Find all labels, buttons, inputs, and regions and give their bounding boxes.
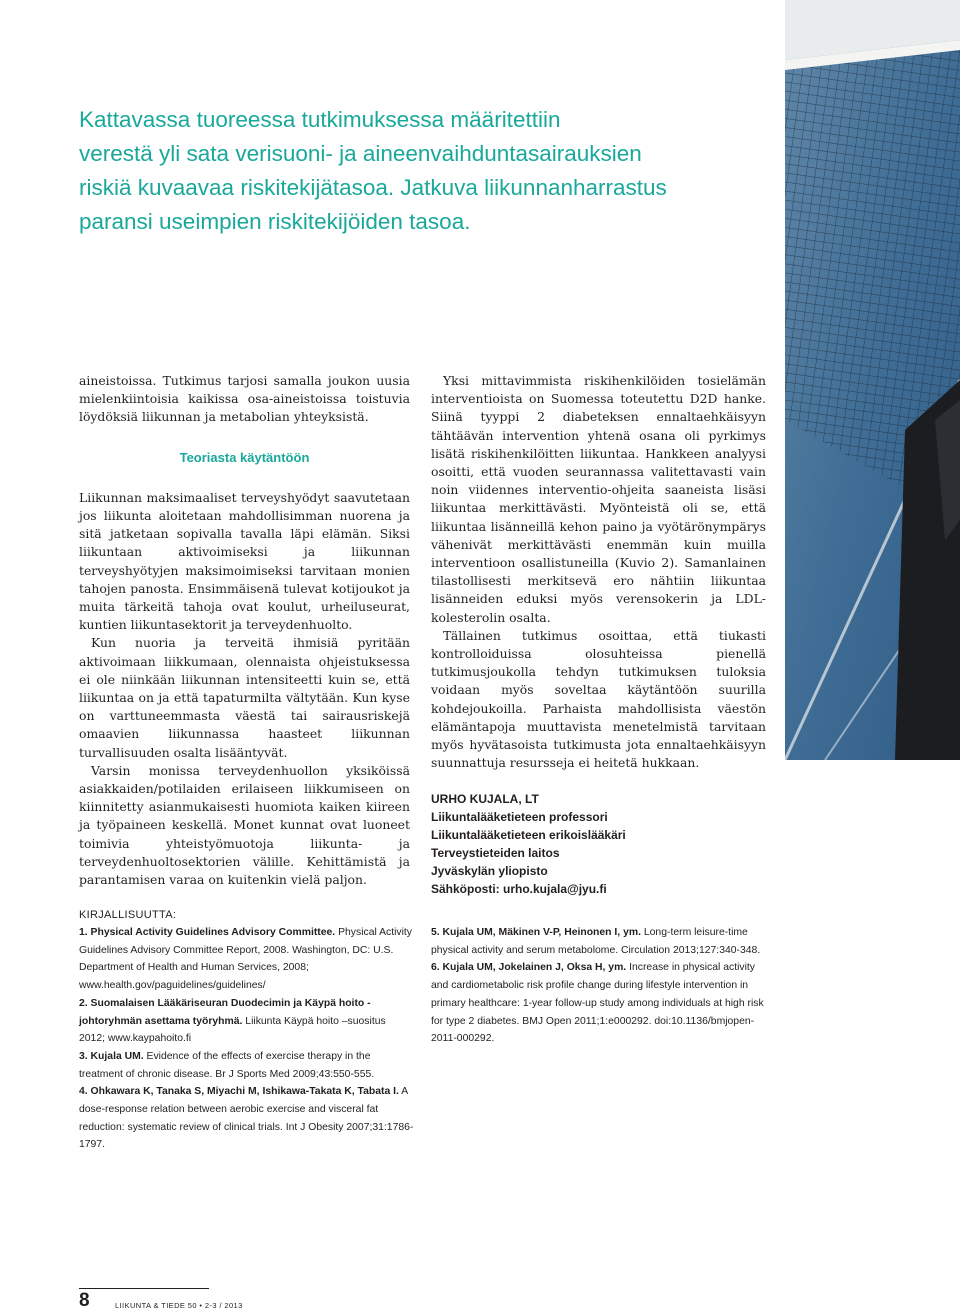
- reference-text: Liikunta Käypä hoito –suositus 2012; www.kaypahoito.fi: [79, 1015, 386, 1045]
- author-university: Jyväskylän yliopisto: [431, 864, 548, 879]
- lead-line: paransi useimpien riskitekijöiden tasoa.: [79, 209, 471, 234]
- body-paragraph: Liikunnan maksimaaliset terveyshyödyt saavutetaan jos liikunta aloitetaan mahdollisimman nuorena ja sitä jatketaan sopivalla tavalla läpi elämän. Siksi liikuntaan aktivoimiseksi ja liikunnan terveyshyötyjen maksimoimiseksi tarvitaan monien tahojen panosta. Ensimmäisenä tulevat kotijoukot ja muita tärkeitä tahoja ovat koulut, urheiluseurat, kuntien liikuntasektorit ja terveydenhuolto.: [79, 489, 410, 633]
- lead-line: Kattavassa tuoreessa tutkimuksessa määritettiin: [79, 107, 561, 132]
- reference-authors: 2. Suomalaisen Lääkäriseuran Duodecimin ja Käypä hoito -johtoryhmän asettama työryhmä.: [79, 997, 371, 1027]
- reference-item: [79, 995, 414, 1048]
- reference-authors: 3. Kujala UM.: [79, 1050, 144, 1062]
- body-paragraph: aineistoissa. Tutkimus tarjosi samalla joukon uusia mielenkiintoisia kaikissa osa-aineistoissa toistuvia löydöksiä liikunnan ja metabolian yhteyksistä.: [79, 373, 410, 425]
- lead-paragraph: [79, 103, 679, 239]
- author-info: [431, 790, 766, 898]
- lead-line: riskiä kuvaavaa riskitekijätasoa. Jatkuva liikunnanharrastus: [79, 175, 667, 200]
- right-column: [431, 372, 766, 898]
- author-title: Liikuntalääketieteen erikoislääkäri: [431, 828, 626, 843]
- reference-item: [431, 959, 771, 1048]
- reference-item: [79, 1083, 414, 1154]
- reference-item: [431, 924, 771, 959]
- left-column: [79, 372, 410, 889]
- reference-text: Increase in physical activity and cardiometabolic risk profile change during lifestyle intervention in primary healthcare: 1-year follow-up study among individuals at high risk for type 2 diabetes. BMJ Open 2011;1:e000292. doi:10.1136/bmjopen-2011-000292.: [431, 962, 764, 1045]
- body-paragraph: Yksi mittavimmista riskihenkilöiden tosielämän interventioista on Suomessa toteutettu D2D hanke. Siinä tyyppi 2 diabeteksen ennaltaehkäisyyn tähtäävän intervention yhtenä osana oli pyrkimys lisätä riskihenkilöitten liikuntaa. Hankkeen analyysi osoitti, että vuoden seurannassa valitettavasti vain noin viidennes interventio-ohjeita saaneista lisäsi liikuntaa merkittävästi. Myönteistä oli se, että liikuntaa lisänneillä kehon paino ja vyötärönympärys vähenivät merkittävästi enemmän kuin muilla interventioon osallistuneilla (Kuvio 2). Samanlainen tilastollisesti merkitsevä ero nähtiin liikuntaa lisänneiden eduksi myös verensokerin ja LDL-kolesterolin osalta.: [431, 373, 766, 625]
- reference-item: [79, 924, 414, 995]
- reference-authors: 5. Kujala UM, Mäkinen V-P, Heinonen I, ym.: [431, 927, 641, 938]
- references-right: [431, 924, 771, 1048]
- reference-item: [79, 1048, 414, 1083]
- body-paragraph: Kun nuoria ja terveitä ihmisiä pyritään aktivoimaan liikkumaan, olennaista ohjeistuksessa ei ole niinkään liikunnan intensiteetti kuin se, että liikuntaa on ja että tapaturmilta vältytään. Kun kyse on varttuneemmasta väestä tai sairausriskejä omaavien liikunnassa haasteet liikunnan turvallisuuden osalta lisääntyvät.: [79, 635, 410, 760]
- reference-text: Long-term leisure-time physical activity and serum metabolome. Circulation 2013;127:340-348.: [431, 927, 761, 956]
- reference-text: Physical Activity Guidelines Advisory Committee Report, 2008. Washington, DC: U.S. Department of Health and Human Services, 2008; www.health.gov/paguidelines/guidelines/: [79, 927, 413, 992]
- author-department: Terveystieteiden laitos: [431, 846, 560, 861]
- page-number: 8: [79, 1290, 90, 1311]
- publication-info: LIIKUNTA & TIEDE 50 • 2-3 / 2013: [115, 1301, 243, 1310]
- author-title: Liikuntalääketieteen professori: [431, 810, 608, 825]
- section-subheading: Teoriasta käytäntöön: [179, 449, 310, 465]
- body-paragraph: Tällainen tutkimus osoittaa, että tiukasti kontrolloiduissa olosuhteissa pienellä tutkimusjoukolla tehdyn tutkimuksen tuloksia voidaan myös soveltaa käytäntöön suurilla kohdejoukoilla. Parhaista mahdollisista väestön elämäntapoja muuttavista menetelmistä tarvitaan myös hyvätasoista tutkimusta jota ennaltaehkäisyyn suunnattuja resursseja ei heitetä hukkaan.: [431, 627, 766, 771]
- author-email: Sähköposti: urho.kujala@jyu.fi: [431, 882, 607, 897]
- badminton-net-photo: [785, 0, 960, 760]
- references-heading: KIRJALLISUUTTA:: [79, 909, 177, 921]
- reference-authors: 4. Ohkawara K, Tanaka S, Miyachi M, Ishikawa-Takata K, Tabata I.: [79, 1086, 399, 1098]
- lead-line: verestä yli sata verisuoni- ja aineenvaihduntasairauksien: [79, 141, 642, 166]
- author-name: URHO KUJALA, LT: [431, 792, 539, 807]
- references-left: [79, 924, 414, 1154]
- reference-text: A dose-response relation between aerobic exercise and visceral fat reduction: systematic review of clinical trials. Int J Obesity 2007;31:1786-1797.: [79, 1086, 414, 1151]
- reference-authors: 6. Kujala UM, Jokelainen J, Oksa H, ym.: [431, 962, 627, 974]
- footer-divider: [79, 1288, 209, 1289]
- body-paragraph: Varsin monissa terveydenhuollon yksiköissä asiakkaiden/potilaiden erilaiseen liikkumiseen on kiinnitetty asianmukaisesti huomiota kaiken kiireen ja työpaineen keskellä. Monet kunnat ovat luoneet toimivia yhteistyömuotoja liikunta- ja terveydenhuoltosektorien välille. Kehittämistä ja parantamisen varaa on kuitenkin vielä paljon.: [79, 762, 410, 888]
- reference-authors: 1. Physical Activity Guidelines Advisory Committee.: [79, 927, 336, 938]
- reference-text: Evidence of the effects of exercise therapy in the treatment of chronic disease. Br J Sports Med 2009;43:550-555.: [79, 1050, 375, 1080]
